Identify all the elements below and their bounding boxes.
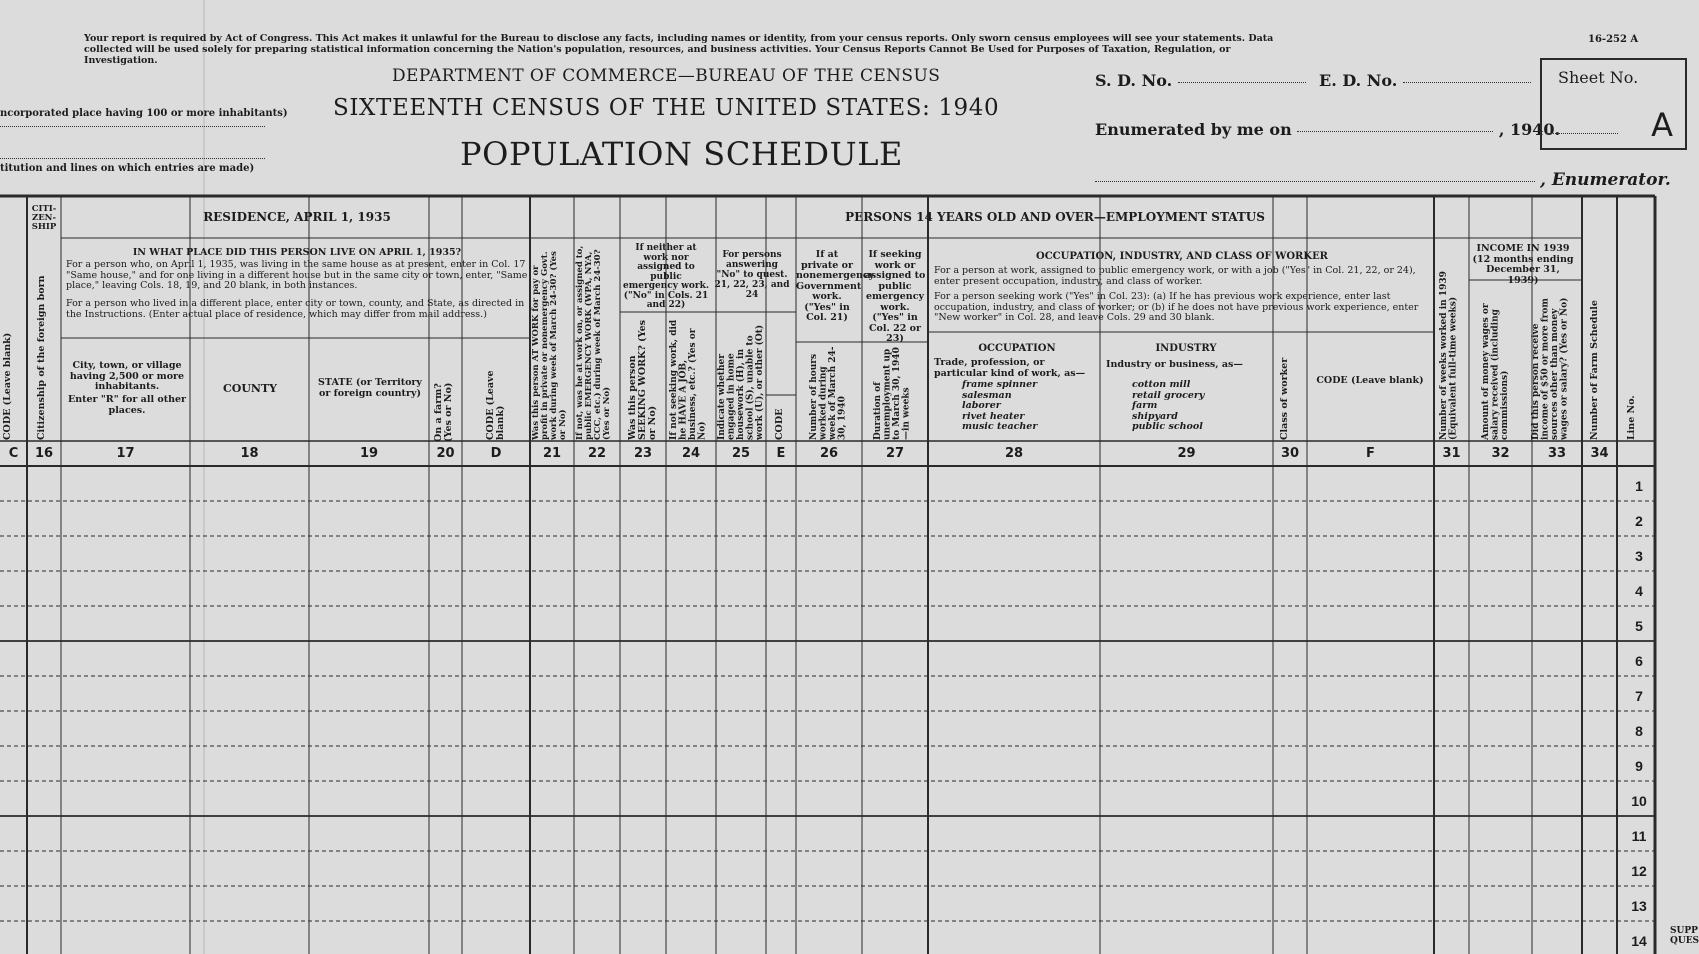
line-number: 14 bbox=[1631, 933, 1647, 949]
ed-label: E. D. No. bbox=[1319, 71, 1398, 90]
column-number: 34 bbox=[1590, 446, 1609, 461]
enumerated-label: Enumerated by me on bbox=[1095, 120, 1292, 139]
form-number: 16-252 A bbox=[1588, 34, 1639, 45]
income-section-header: INCOME IN 1939 (12 months ending December 31, 1939) bbox=[1472, 243, 1574, 286]
enumerated-year: , 1940. bbox=[1498, 120, 1561, 139]
column-number: 30 bbox=[1280, 446, 1300, 461]
column-number: 26 bbox=[819, 446, 839, 461]
column-number: 28 bbox=[1004, 446, 1024, 461]
schedule-title: POPULATION SCHEDULE bbox=[460, 135, 904, 173]
column-number: 18 bbox=[240, 446, 259, 461]
col18-header: COUNTY bbox=[222, 382, 278, 395]
supp-line-2: QUES bbox=[1670, 936, 1699, 946]
col26-header: Number of hours worked during week of March 24-30, 1940 bbox=[809, 346, 848, 440]
occupation-example: rivet heater bbox=[962, 410, 1025, 422]
col34-header: Number of Farm Schedule bbox=[1589, 300, 1600, 440]
col28-description: Trade, profession, or particular kind of work, as— bbox=[934, 357, 1086, 379]
column-number: 20 bbox=[436, 446, 455, 461]
line-number: 6 bbox=[1635, 653, 1643, 669]
col25-header: Indicate whether engaged in home housework (H), in school (S), unable to work (U), or other (Ot) bbox=[717, 324, 765, 440]
occupation-example: laborer bbox=[962, 400, 1001, 411]
column-number: 27 bbox=[885, 446, 905, 461]
line-number: 4 bbox=[1635, 583, 1643, 599]
col23-24-group-header: If neither at work nor assigned to public emergency work. ("No" in Cols. 21 and 22) bbox=[623, 243, 709, 310]
notice-line-2: collected will be used solely for preparing statistical information concerning the Nation's population, resources, and business activities. Your Census Reports Cannot Be Used for Purposes of Taxation, Regulation, or Investigation. bbox=[84, 44, 1231, 66]
occupation-section-header: OCCUPATION, INDUSTRY, AND CLASS OF WORKER bbox=[1035, 251, 1328, 262]
column-number: C bbox=[8, 446, 19, 461]
col32-header: Amount of money wages or salary received (including commissions) bbox=[1481, 303, 1510, 440]
col29-title: INDUSTRY bbox=[1155, 343, 1217, 354]
institution-note: titution and lines on which entries are made) bbox=[0, 163, 255, 174]
col22-header: If not, was he at work on, or assigned to, public EMERGENCY WORK (WPA, NYA, CCC, etc.) during week of March 24-30? (Yes or No) bbox=[575, 245, 612, 440]
line-number: 9 bbox=[1635, 758, 1643, 774]
column-number: 31 bbox=[1442, 446, 1461, 461]
col21-header: Was this person AT WORK for pay or profit in private or nonemergency Govt. work during week of March 24-30? (Yes or No) bbox=[531, 251, 568, 440]
col27-group-header: If seeking work or assigned to public emergency work. ("Yes" in Col. 22 or 23) bbox=[864, 249, 926, 344]
department-title: DEPARTMENT OF COMMERCE—BUREAU OF THE CENSUS bbox=[392, 66, 941, 86]
line-number: 8 bbox=[1635, 723, 1643, 739]
incorporated-note: ncorporated place having 100 or more inhabitants) bbox=[0, 108, 288, 119]
column-number: 24 bbox=[681, 446, 701, 461]
line-number: 12 bbox=[1631, 863, 1647, 879]
residence-instructions-2: For a person who lived in a different place, enter city or town, county, and State, as directed in the Instructions. (Enter actual place of residence, which may differ from mail address.) bbox=[66, 298, 525, 320]
code-e-header: CODE bbox=[774, 408, 785, 440]
notice-line-1: Your report is required by Act of Congress. This Act makes it unlawful for the Bureau to disclose any facts, including names or identity, from your census reports. Only sworn census employees will see your statements. Data bbox=[84, 33, 1274, 44]
column-number: 29 bbox=[1177, 446, 1196, 461]
col26-group-header: If at private or nonemergency Government work. ("Yes" in Col. 21) bbox=[796, 249, 875, 323]
col31-header: Number of weeks worked in 1939 (Equivalent full-time weeks) bbox=[1439, 271, 1459, 440]
citizenship-column-header: Citizenship of the foreign born bbox=[36, 275, 47, 440]
col29-description: Industry or business, as— bbox=[1106, 359, 1243, 370]
line-number: 11 bbox=[1631, 828, 1647, 844]
line-number: 3 bbox=[1635, 548, 1643, 564]
column-number: 32 bbox=[1491, 446, 1510, 461]
occupation-example: music teacher bbox=[962, 421, 1038, 432]
col30-header: Class of worker bbox=[1279, 357, 1290, 440]
column-number: E bbox=[776, 446, 786, 461]
citizenship-section-header: CITI-ZEN-SHIP bbox=[31, 204, 57, 232]
column-number: 21 bbox=[542, 446, 562, 461]
col24-header: If not seeking work, did he HAVE A JOB, business, etc.? (Yes or No) bbox=[669, 319, 708, 440]
line-number: 10 bbox=[1631, 793, 1647, 809]
line-no-header: Line No. bbox=[1626, 395, 1637, 440]
line-number: 2 bbox=[1635, 513, 1643, 529]
sd-label: S. D. No. bbox=[1095, 71, 1173, 90]
line-number: 1 bbox=[1635, 478, 1643, 494]
col25-group-header: For persons answering "No" to quest. 21, 22, 23, and 24 bbox=[714, 250, 790, 300]
employment-section-header: PERSONS 14 YEARS OLD AND OVER—EMPLOYMENT STATUS bbox=[845, 210, 1265, 224]
enumerator-label: , Enumerator. bbox=[1540, 170, 1671, 190]
residence-instructions-1: For a person who, on April 1, 1935, was living in the same house as at present, enter in Col. 17 "Same house," and for one living in a different house but in the same city or town, enter, "Same place," leaving Cols. 18, 19, and 20 blank, in both instances. bbox=[66, 259, 528, 291]
column-number: 17 bbox=[116, 446, 135, 461]
census-title: SIXTEENTH CENSUS OF THE UNITED STATES: 1940 bbox=[333, 95, 1000, 121]
col19-header: STATE (or Territory or foreign country) bbox=[318, 377, 422, 399]
sheet-label: Sheet No. bbox=[1558, 68, 1639, 87]
column-number: 25 bbox=[731, 446, 751, 461]
supp-line-1: SUPP bbox=[1670, 926, 1698, 936]
col23-header: Was this person SEEKING WORK? (Yes or No) bbox=[627, 320, 658, 440]
industry-example: cotton mill bbox=[1132, 379, 1191, 390]
col28-title: OCCUPATION bbox=[978, 343, 1056, 354]
industry-example: retail grocery bbox=[1132, 389, 1205, 401]
col29-examples bbox=[1132, 380, 1252, 433]
column-number: D bbox=[490, 446, 502, 461]
column-number: 23 bbox=[633, 446, 653, 461]
code-c-header: CODE (Leave blank) bbox=[2, 332, 13, 440]
occupation-example: salesman bbox=[962, 389, 1012, 401]
column-number: 22 bbox=[587, 446, 607, 461]
industry-example: shipyard bbox=[1132, 410, 1178, 422]
code-f-header: CODE (Leave blank) bbox=[1316, 375, 1424, 386]
supplementary-questions-label bbox=[1670, 926, 1699, 946]
line-number: 7 bbox=[1635, 688, 1643, 704]
occupation-instructions-2: For a person seeking work ("Yes" in Col. 23): (a) If he has previous work experience, enter last occupation, industry, and class of worker; or (b) if he does not have previous work experience, enter "New worker" in Col. 28, and leave Cols. 29 and 30 blank. bbox=[934, 291, 1419, 323]
residence-question: IN WHAT PLACE DID THIS PERSON LIVE ON APRIL 1, 1935? bbox=[132, 247, 462, 258]
line-number: 5 bbox=[1635, 618, 1643, 634]
line-number: 13 bbox=[1631, 898, 1647, 914]
sheet-letter: A bbox=[1651, 106, 1673, 144]
residence-section-header: RESIDENCE, APRIL 1, 1935 bbox=[203, 210, 391, 224]
column-number: 33 bbox=[1547, 446, 1567, 461]
column-number: F bbox=[1366, 446, 1375, 461]
industry-example: farm bbox=[1132, 400, 1158, 411]
col17-header: City, town, or village having 2,500 or more inhabitants. bbox=[69, 360, 185, 392]
col28-examples bbox=[962, 380, 1082, 433]
occupation-instructions-1: For a person at work, assigned to public emergency work, or with a job ("Yes" in Col. 21, 22, or 24), enter present occupation, industry, and class of worker. bbox=[934, 265, 1416, 287]
col33-header: Did this person receive income of $50 or more from sources other than money wages or salary? (Yes or No) bbox=[1531, 297, 1570, 440]
code-d-header: CODE (Leave blank) bbox=[485, 370, 506, 440]
column-number: 19 bbox=[359, 446, 379, 461]
col27-header: Duration of unemployment up to March 30, 1940—in weeks bbox=[873, 347, 912, 440]
column-number: 16 bbox=[34, 446, 54, 461]
industry-example: public school bbox=[1132, 421, 1203, 432]
occupation-example: frame spinner bbox=[962, 379, 1038, 390]
col20-header: On a farm? (Yes or No) bbox=[433, 382, 454, 442]
col17-header-note: Enter "R" for all other places. bbox=[67, 394, 187, 416]
